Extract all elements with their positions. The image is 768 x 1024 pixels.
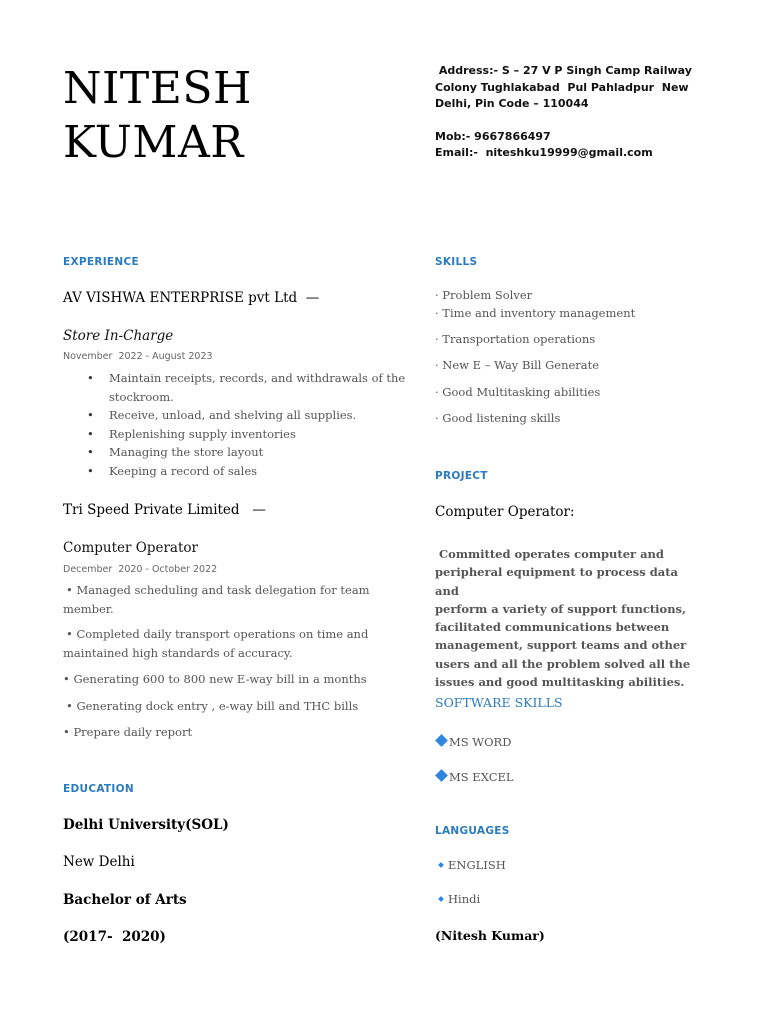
project-heading: PROJECT xyxy=(435,470,488,482)
language-item: Hindi xyxy=(435,892,480,906)
job-1-role: Store In-Charge xyxy=(63,328,174,344)
skill-item: · Problem Solver xyxy=(435,288,533,302)
education-years: (2017- 2020) xyxy=(63,929,166,945)
address-line-1: Address:- S – 27 V P Singh Camp Railway xyxy=(435,64,692,77)
project-description: Committed operates computer and peripheral equipment to process data and perform a variety of support functions, facilitated communications between management, support teams and other users and all the problem solved all the issues and good multitasking abilities. xyxy=(435,547,691,690)
candidate-name xyxy=(63,62,252,170)
last-name: KUMAR xyxy=(63,117,244,168)
job-2-duty-3: • Generating 600 to 800 new E-way bill in a months xyxy=(63,672,367,686)
contact-block xyxy=(435,63,695,162)
email: Email:- niteshku19999@gmail.com xyxy=(435,146,653,159)
small-diamond-bullet-icon xyxy=(438,862,444,868)
job-1-dates: November 2022 - August 2023 xyxy=(63,351,213,362)
software-skill-item: MS EXCEL xyxy=(435,770,514,784)
job-2-duty-2: • Completed daily transport operations on time and maintained high standards of accuracy. xyxy=(63,627,369,660)
list-item: • Keeping a record of sales xyxy=(63,462,413,481)
software-skills-heading: SOFTWARE SKILLS xyxy=(435,695,563,710)
diamond-bullet-icon xyxy=(435,734,448,747)
list-item: • Receive, unload, and shelving all supplies. xyxy=(63,406,413,425)
project-title: Computer Operator: xyxy=(435,504,575,520)
skill-item: · Time and inventory management xyxy=(435,306,636,320)
address-line-3: Delhi, Pin Code – 110044 xyxy=(435,97,589,110)
education-city: New Delhi xyxy=(63,854,135,870)
job-2-duty-1: • Managed scheduling and task delegation for team member. xyxy=(63,583,370,616)
education-university: Delhi University(SOL) xyxy=(63,817,229,833)
mobile: Mob:- 9667866497 xyxy=(435,129,551,143)
job-1-duties xyxy=(63,369,413,480)
job-2-role: Computer Operator xyxy=(63,540,198,556)
skill-item: · New E – Way Bill Generate xyxy=(435,358,600,372)
software-skill-item: MS WORD xyxy=(435,735,511,749)
job-2-duty-4: • Generating dock entry , e-way bill and THC bills xyxy=(66,699,359,713)
education-heading: EDUCATION xyxy=(63,783,134,795)
small-diamond-bullet-icon xyxy=(438,896,444,902)
signature: (Nitesh Kumar) xyxy=(435,928,545,943)
experience-heading: EXPERIENCE xyxy=(63,256,139,268)
education-degree: Bachelor of Arts xyxy=(63,892,187,908)
job-1-company: AV VISHWA ENTERPRISE pvt Ltd — xyxy=(63,290,320,306)
job-2-company: Tri Speed Private Limited — xyxy=(63,502,266,518)
address-line-2: Colony Tughlakabad Pul Pahladpur New xyxy=(435,80,689,94)
skill-item: · Transportation operations xyxy=(435,332,596,346)
first-name: NITESH xyxy=(63,63,252,114)
diamond-bullet-icon xyxy=(435,769,448,782)
language-item: ENGLISH xyxy=(435,858,506,872)
languages-heading: LANGUAGES xyxy=(435,825,510,837)
list-item: • Maintain receipts, records, and withdrawals of the stockroom. xyxy=(63,369,413,406)
skill-item: · Good listening skills xyxy=(435,411,561,425)
job-2-dates: December 2020 - October 2022 xyxy=(63,564,218,575)
skills-heading: SKILLS xyxy=(435,256,478,268)
list-item: • Replenishing supply inventories xyxy=(63,425,413,444)
skill-item: · Good Multitasking abilities xyxy=(435,385,601,399)
job-2-duty-5: • Prepare daily report xyxy=(63,725,193,739)
list-item: • Managing the store layout xyxy=(63,443,413,462)
